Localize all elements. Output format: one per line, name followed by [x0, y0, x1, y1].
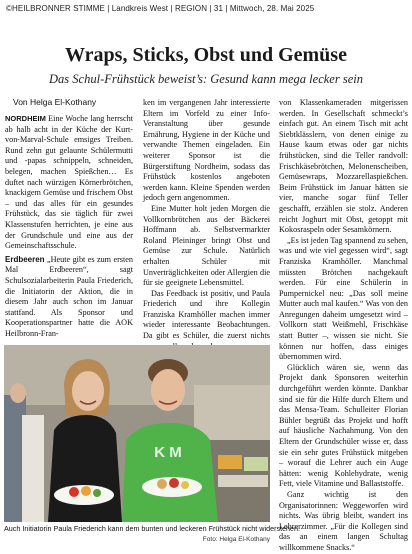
- paragraph: [5, 114, 133, 252]
- photo-caption: Auch Initiatorin Paula Friederich kann dem bunten und leckeren Frühstück nicht widerstehen.: [4, 524, 301, 533]
- article-subtitle: Das Schul-Frühstück beweist’s: Gesund kann mega lecker sein: [49, 72, 363, 86]
- photo-illustration: [4, 345, 270, 522]
- paragraph: Eine Mutter holt jeden Morgen die Vollkornbrötchen aus der Bäckerei Hoffmann ab. Selbstvermarkter Roland Pleininger bringt Obst und Gemüse zur Schule. Natürlich erhalten Schüler mit Unverträglichkeiten oder Allergien die für sie geeignete Lebensmittel.: [143, 203, 270, 288]
- boy-hoodie: [122, 423, 218, 522]
- girl-face: [72, 371, 104, 411]
- food-tray: [244, 457, 268, 471]
- paragraph: Das Feedback ist positiv, und Paula Friederich und ihre Kollegin Franziska Kramhöller machen immer wieder interessante Beobachtungen. Da gibt es Schüler, die zuerst nichts: [143, 288, 270, 341]
- paragraph: von Klassenkameraden mitgerissen werden. In Gesellschaft schmeckt’s einfach gut. An einem Tisch mit acht Siebtklässlern, von denen einige zu Hause kaum etwas oder gar nichts frühstücken, sind die Teller randvoll: Frischkäsebrötchen, Melonenscheiben, Gemüsewraps, Mozzarellaspießchen. Beim Frühstück im Januar hätten sie vier, manche sogar fünf Teller geschafft, erzählen sie stolz. Anderen reicht Joghurt mit Obst, getoppt mit Kokosraspeln oder Sesamkörnern.: [279, 98, 408, 235]
- food-tray: [218, 475, 268, 487]
- paragraph: [5, 255, 133, 340]
- paragraph: Ganz wichtig ist den Organisatorinnen: Weggeworfen wird nichts. Was übrig bleibt, wandert ins Lehrerzimmer. „Für die Kollegen sind das an einem langen Schultag willkommene Snacks.“: [279, 489, 408, 552]
- author-byline: Von Helga El-Kothany: [13, 97, 97, 107]
- paragraph-text: „Heute gibt es zum ersten Mal Erdbeeren“, sagt Schulsozialarbeiterin Paula Friederich, die Initiatorin der Aktion, die in diesem Jahr auch schon im Januar stattfand. Als Sponsor und Kooperationspartner hatte die AOK Heilbronn-Fran-: [5, 254, 133, 338]
- photo-credit: Foto: Helga El-Kothany: [202, 536, 270, 543]
- food-item: [81, 486, 91, 496]
- paragraph: „Es ist jeden Tag spannend zu sehen, was und wie viel gegessen wird“, sagt Franziska Kramhöller. Manchmal müssten Brötchen nachgekauft werden. Für eine Schülerin in Pumpernickel neu: „Das soll meine Mutter auch mal kaufen.“ Was von den Anregungen daheim umgesetzt wird – Vollkorn statt Weißmehl, Frischkäse statt Butter –, wissen sie nicht. Sie können nur hoffen, dass einiges übernommen wird.: [279, 235, 408, 362]
- paragraph: Glücklich wären sie, wenn das Projekt dank Sponsoren weiterhin durchgeführt werden könnte. Dankbar sind sie für die Hilfe durch Eltern und das Mensa-Team. Schulleiter Florian Bühler begrüßt das Projekt und hofft auf häusliche Nachahmung. Von den Eltern der Grundschüler wisse er, dass sie ein sehr gutes Frühstück mitgeben – worauf die Lehrer auch ein Auge hätten: wenig Kohlehydrate, wenig Fett, viele Vitamine und Ballaststoffe.: [279, 362, 408, 489]
- subheading-lead: Erdbeeren: [5, 254, 45, 264]
- column-2: [143, 98, 270, 344]
- background-person: [22, 415, 44, 522]
- shirt-logo-text: K M: [154, 444, 182, 461]
- food-item: [157, 479, 167, 489]
- girl-shirt: [48, 415, 122, 522]
- newspaper-header: ©HEILBRONNER STIMME | Landkreis West | REGION | 31 | Mittwoch, 28. Mai 2025: [6, 4, 315, 13]
- paragraph: ken im vergangenen Jahr interessierte Eltern im Vorfeld zu einer Info-Veranstaltung über gesunde Ernährung, Hygiene in der Küche und verwandte Themen eingeladen. Ein weiterer Sponsor ist die Bürgerstiftung Nordheim, sodass das Frühstück kostenlos angeboten werden kann. Kleine Spenden werden jedoch gern angenommen.: [143, 98, 270, 203]
- article-title: Wraps, Sticks, Obst und Gemüse: [65, 44, 347, 66]
- food-item: [169, 478, 179, 488]
- background-face: [10, 383, 26, 403]
- food-tray: [218, 455, 242, 469]
- column-1: [5, 114, 133, 344]
- paragraph-text: Eine Woche lang herrscht ab halb acht in der Küche der Kurt-von-Marval-Schule emsiges Treiben. Rund zehn gut gelaunte Schülermutti und -papas schnippeln, schneiden, belegen, machen Spießchen… Es duftet nach würzigen Körnerbrötchen, knackigem Gemüse und frischem Obst – und das alles für ein gesundes Frühstück, das sie täglich für zwei Klassenstufen herrichten, je eine aus der Grundschule und eine aus der Gemeinschaftsschule.: [5, 114, 133, 251]
- dateline-kicker: NORDHEIM: [5, 114, 46, 123]
- food-item: [93, 489, 101, 497]
- article-photo: [4, 345, 270, 522]
- column-3: [279, 98, 408, 552]
- food-item: [181, 481, 189, 489]
- food-item: [69, 487, 79, 497]
